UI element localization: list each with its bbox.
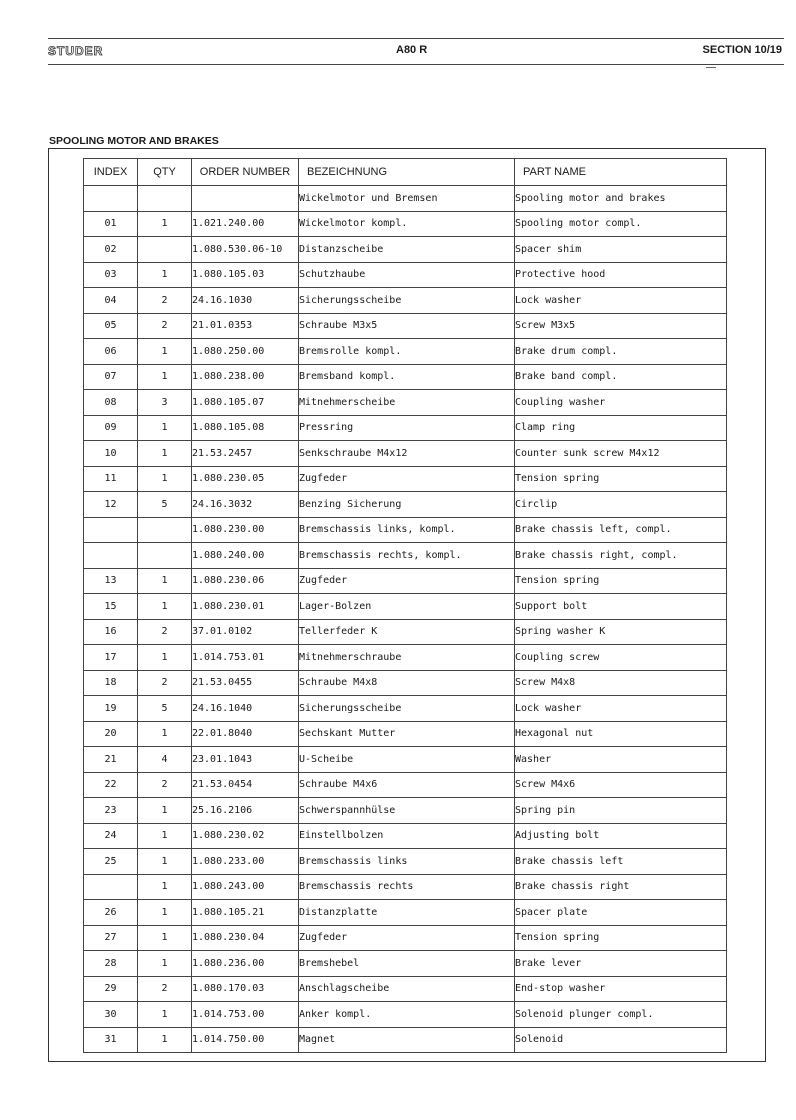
cell-qty: 1 (138, 441, 192, 467)
cell-order-number: 1.080.105.08 (192, 415, 299, 441)
cell-qty (138, 237, 192, 263)
page-title: SPOOLING MOTOR AND BRAKES (49, 135, 219, 147)
table-row (84, 798, 727, 824)
cell-index: 03 (84, 262, 138, 288)
cell-qty (138, 517, 192, 543)
cell-order-number: 24.16.1030 (192, 288, 299, 314)
cell-qty (138, 543, 192, 569)
table-row (84, 747, 727, 773)
cell-part-name: Tension spring (515, 925, 727, 951)
cell-part-name: Support bolt (515, 594, 727, 620)
cell-bezeichnung: Schraube M3x5 (299, 313, 515, 339)
cell-order-number: 21.53.2457 (192, 441, 299, 467)
table-row (84, 186, 727, 212)
cell-index: 24 (84, 823, 138, 849)
cell-index: 31 (84, 1027, 138, 1053)
cell-bezeichnung: Mitnehmerscheibe (299, 390, 515, 416)
cell-bezeichnung: Bremschassis links, kompl. (299, 517, 515, 543)
cell-index: 19 (84, 696, 138, 722)
cell-order-number: 1.080.233.00 (192, 849, 299, 875)
cell-part-name: Brake chassis right, compl. (515, 543, 727, 569)
cell-qty: 5 (138, 696, 192, 722)
cell-order-number: 21.53.0454 (192, 772, 299, 798)
cell-part-name: Protective hood (515, 262, 727, 288)
cell-bezeichnung: Pressring (299, 415, 515, 441)
cell-qty: 1 (138, 849, 192, 875)
cell-index: 23 (84, 798, 138, 824)
cell-part-name: Clamp ring (515, 415, 727, 441)
cell-part-name: Lock washer (515, 288, 727, 314)
table-row (84, 441, 727, 467)
section-number: SECTION 10/19 (702, 44, 782, 56)
cell-part-name: Screw M4x8 (515, 670, 727, 696)
column-header-bezeichnung: BEZEICHNUNG (299, 159, 515, 186)
cell-bezeichnung: Schutzhaube (299, 262, 515, 288)
cell-qty: 1 (138, 339, 192, 365)
cell-part-name: Screw M3x5 (515, 313, 727, 339)
cell-part-name: End-stop washer (515, 976, 727, 1002)
cell-qty: 1 (138, 211, 192, 237)
cell-qty: 1 (138, 1002, 192, 1028)
cell-order-number (192, 186, 299, 212)
table-row (84, 772, 727, 798)
cell-bezeichnung: Distanzplatte (299, 900, 515, 926)
cell-part-name: Coupling screw (515, 645, 727, 671)
cell-index: 10 (84, 441, 138, 467)
column-header-index: INDEX (84, 159, 138, 186)
cell-index: 02 (84, 237, 138, 263)
cell-order-number: 1.080.230.06 (192, 568, 299, 594)
cell-order-number: 1.080.105.07 (192, 390, 299, 416)
brand-logo: STUDER (48, 44, 104, 58)
cell-bezeichnung: Einstellbolzen (299, 823, 515, 849)
cell-part-name: Adjusting bolt (515, 823, 727, 849)
cell-bezeichnung: Bremschassis rechts, kompl. (299, 543, 515, 569)
cell-index: 26 (84, 900, 138, 926)
cell-index: 12 (84, 492, 138, 518)
table-row (84, 390, 727, 416)
table-row (84, 619, 727, 645)
cell-qty: 2 (138, 619, 192, 645)
cell-bezeichnung: Sechskant Mutter (299, 721, 515, 747)
cell-order-number: 1.080.105.03 (192, 262, 299, 288)
cell-index: 13 (84, 568, 138, 594)
column-header-order-number: ORDER NUMBER (192, 159, 299, 186)
cell-part-name: Screw M4x6 (515, 772, 727, 798)
cell-bezeichnung: Sicherungsscheibe (299, 696, 515, 722)
header-rule-bottom (48, 64, 784, 65)
cell-index: 15 (84, 594, 138, 620)
table-row (84, 288, 727, 314)
cell-index: 20 (84, 721, 138, 747)
cell-bezeichnung: Benzing Sicherung (299, 492, 515, 518)
cell-bezeichnung: Schwerspannhülse (299, 798, 515, 824)
cell-bezeichnung: Magnet (299, 1027, 515, 1053)
cell-qty: 1 (138, 951, 192, 977)
cell-qty: 1 (138, 645, 192, 671)
table-row (84, 313, 727, 339)
cell-part-name: Brake chassis left, compl. (515, 517, 727, 543)
cell-part-name: Spring pin (515, 798, 727, 824)
cell-part-name: Spooling motor compl. (515, 211, 727, 237)
cell-part-name: Tension spring (515, 466, 727, 492)
cell-index: 16 (84, 619, 138, 645)
table-row (84, 874, 727, 900)
cell-bezeichnung: Tellerfeder K (299, 619, 515, 645)
cell-index: 17 (84, 645, 138, 671)
cell-part-name: Counter sunk screw M4x12 (515, 441, 727, 467)
cell-part-name: Solenoid (515, 1027, 727, 1053)
cell-order-number: 1.080.230.05 (192, 466, 299, 492)
cell-order-number: 1.080.170.03 (192, 976, 299, 1002)
cell-part-name: Circlip (515, 492, 727, 518)
table-row (84, 237, 727, 263)
cell-qty: 3 (138, 390, 192, 416)
cell-index: 09 (84, 415, 138, 441)
column-header-qty: QTY (138, 159, 192, 186)
table-row (84, 492, 727, 518)
cell-qty: 1 (138, 823, 192, 849)
cell-bezeichnung: Schraube M4x6 (299, 772, 515, 798)
cell-part-name: Hexagonal nut (515, 721, 727, 747)
table-row (84, 976, 727, 1002)
header-rule-top (48, 38, 784, 39)
cell-part-name: Brake chassis left (515, 849, 727, 875)
cell-order-number: 22.01.8040 (192, 721, 299, 747)
cell-order-number: 1.080.105.21 (192, 900, 299, 926)
cell-index: 28 (84, 951, 138, 977)
table-row (84, 645, 727, 671)
cell-part-name: Lock washer (515, 696, 727, 722)
cell-index: 04 (84, 288, 138, 314)
cell-index: 08 (84, 390, 138, 416)
cell-index: 05 (84, 313, 138, 339)
cell-order-number: 21.53.0455 (192, 670, 299, 696)
table-row (84, 466, 727, 492)
cell-qty: 5 (138, 492, 192, 518)
cell-bezeichnung: Wickelmotor und Bremsen (299, 186, 515, 212)
table-row (84, 568, 727, 594)
cell-bezeichnung: Zugfeder (299, 925, 515, 951)
cell-order-number: 1.080.230.04 (192, 925, 299, 951)
table-row (84, 415, 727, 441)
cell-part-name: Tension spring (515, 568, 727, 594)
cell-qty: 1 (138, 262, 192, 288)
cell-index: 27 (84, 925, 138, 951)
cell-bezeichnung: Sicherungsscheibe (299, 288, 515, 314)
cell-index (84, 186, 138, 212)
cell-bezeichnung: Zugfeder (299, 466, 515, 492)
cell-index: 29 (84, 976, 138, 1002)
cell-bezeichnung: Schraube M4x8 (299, 670, 515, 696)
cell-bezeichnung: Mitnehmerschraube (299, 645, 515, 671)
cell-bezeichnung: Zugfeder (299, 568, 515, 594)
table-row (84, 594, 727, 620)
cell-order-number: 1.080.230.01 (192, 594, 299, 620)
cell-bezeichnung: Bremshebel (299, 951, 515, 977)
cell-bezeichnung: Anschlagscheibe (299, 976, 515, 1002)
cell-qty: 1 (138, 1027, 192, 1053)
cell-order-number: 24.16.1040 (192, 696, 299, 722)
cell-part-name: Coupling washer (515, 390, 727, 416)
cell-part-name: Solenoid plunger compl. (515, 1002, 727, 1028)
table-row (84, 1002, 727, 1028)
cell-bezeichnung: Lager-Bolzen (299, 594, 515, 620)
cell-order-number: 1.080.230.02 (192, 823, 299, 849)
cell-index: 21 (84, 747, 138, 773)
cell-qty: 1 (138, 798, 192, 824)
cell-index (84, 517, 138, 543)
cell-order-number: 1.080.238.00 (192, 364, 299, 390)
cell-qty: 1 (138, 721, 192, 747)
cell-order-number: 21.01.0353 (192, 313, 299, 339)
cell-bezeichnung: Bremschassis links (299, 849, 515, 875)
cell-part-name: Spring washer K (515, 619, 727, 645)
cell-order-number: 1.021.240.00 (192, 211, 299, 237)
cell-bezeichnung: U-Scheibe (299, 747, 515, 773)
cell-order-number: 1.080.243.00 (192, 874, 299, 900)
cell-qty: 1 (138, 900, 192, 926)
column-header-part-name: PART NAME (515, 159, 727, 186)
cell-bezeichnung: Bremschassis rechts (299, 874, 515, 900)
table-row (84, 721, 727, 747)
cell-qty: 2 (138, 976, 192, 1002)
table-row (84, 849, 727, 875)
cell-order-number: 37.01.0102 (192, 619, 299, 645)
cell-bezeichnung: Senkschraube M4x12 (299, 441, 515, 467)
cell-bezeichnung: Distanzscheibe (299, 237, 515, 263)
table-header-row (84, 159, 727, 186)
cell-order-number: 1.014.750.00 (192, 1027, 299, 1053)
table-row (84, 1027, 727, 1053)
cell-order-number: 1.080.530.06-10 (192, 237, 299, 263)
cell-index: 06 (84, 339, 138, 365)
cell-qty: 1 (138, 364, 192, 390)
cell-part-name: Spooling motor and brakes (515, 186, 727, 212)
cell-order-number: 1.014.753.00 (192, 1002, 299, 1028)
header-tick-mark (706, 67, 716, 68)
parts-table (83, 158, 727, 1053)
table-row (84, 211, 727, 237)
table-row (84, 543, 727, 569)
cell-qty (138, 186, 192, 212)
cell-index: 07 (84, 364, 138, 390)
cell-index: 11 (84, 466, 138, 492)
cell-part-name: Brake band compl. (515, 364, 727, 390)
cell-order-number: 23.01.1043 (192, 747, 299, 773)
cell-qty: 1 (138, 568, 192, 594)
cell-part-name: Spacer plate (515, 900, 727, 926)
table-row (84, 670, 727, 696)
cell-index: 01 (84, 211, 138, 237)
cell-index: 22 (84, 772, 138, 798)
cell-order-number: 1.014.753.01 (192, 645, 299, 671)
cell-qty: 2 (138, 772, 192, 798)
cell-part-name: Washer (515, 747, 727, 773)
cell-index: 25 (84, 849, 138, 875)
cell-index (84, 543, 138, 569)
cell-index: 30 (84, 1002, 138, 1028)
cell-qty: 1 (138, 466, 192, 492)
cell-index (84, 874, 138, 900)
cell-qty: 4 (138, 747, 192, 773)
table-row (84, 517, 727, 543)
cell-qty: 1 (138, 925, 192, 951)
cell-qty: 1 (138, 415, 192, 441)
cell-part-name: Brake lever (515, 951, 727, 977)
cell-part-name: Brake drum compl. (515, 339, 727, 365)
model-name: A80 R (396, 44, 428, 56)
table-row (84, 696, 727, 722)
cell-order-number: 24.16.3032 (192, 492, 299, 518)
table-row (84, 900, 727, 926)
table-row (84, 364, 727, 390)
cell-order-number: 1.080.240.00 (192, 543, 299, 569)
cell-part-name: Brake chassis right (515, 874, 727, 900)
cell-order-number: 1.080.230.00 (192, 517, 299, 543)
cell-index: 18 (84, 670, 138, 696)
cell-qty: 1 (138, 874, 192, 900)
cell-order-number: 1.080.250.00 (192, 339, 299, 365)
table-row (84, 951, 727, 977)
cell-order-number: 1.080.236.00 (192, 951, 299, 977)
table-row (84, 262, 727, 288)
cell-order-number: 25.16.2106 (192, 798, 299, 824)
table-row (84, 925, 727, 951)
cell-qty: 1 (138, 594, 192, 620)
cell-qty: 2 (138, 288, 192, 314)
cell-part-name: Spacer shim (515, 237, 727, 263)
cell-bezeichnung: Bremsband kompl. (299, 364, 515, 390)
cell-bezeichnung: Wickelmotor kompl. (299, 211, 515, 237)
table-row (84, 823, 727, 849)
page-header (48, 44, 782, 60)
table-row (84, 339, 727, 365)
cell-qty: 2 (138, 670, 192, 696)
cell-bezeichnung: Anker kompl. (299, 1002, 515, 1028)
cell-qty: 2 (138, 313, 192, 339)
cell-bezeichnung: Bremsrolle kompl. (299, 339, 515, 365)
